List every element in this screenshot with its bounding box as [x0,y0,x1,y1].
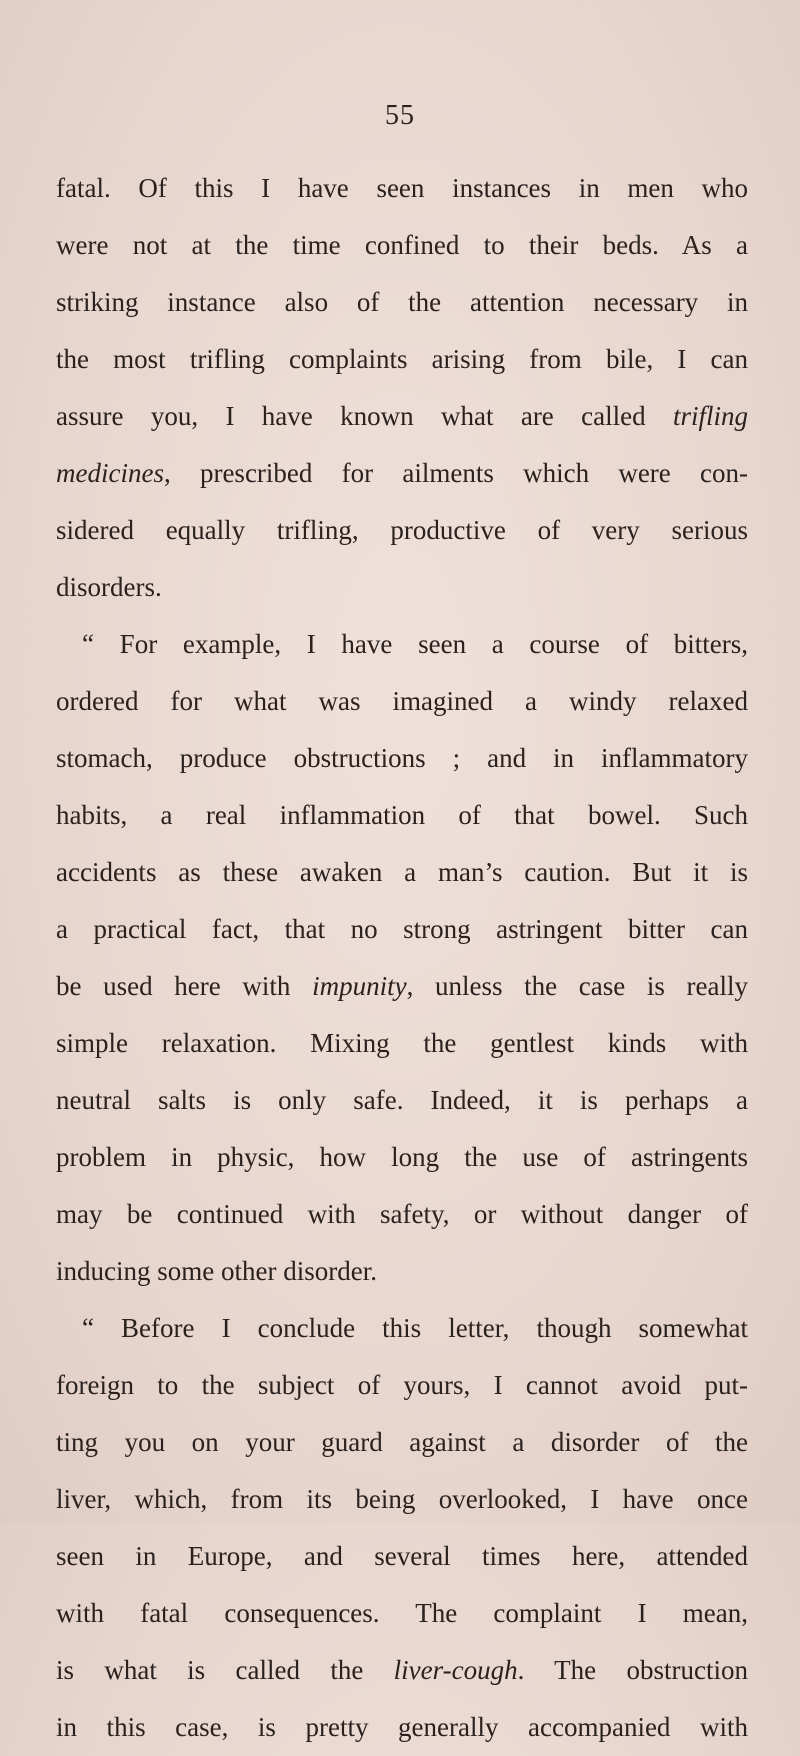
text-line: liver, which, from its being overlooked, I have once [56,1484,748,1514]
body-text [56,160,748,1756]
italic-term: liver-cough [393,1655,518,1685]
text-line: may be continued with safety, or without danger of [56,1199,748,1229]
text-line: were not at the time confined to their beds. As a [56,230,748,260]
italic-term: impunity [312,971,407,1001]
text-line: seen in Europe, and several times here, attended [56,1541,748,1571]
text-line: foreign to the subject of yours, I cannot avoid put- [56,1370,748,1400]
text-line: simple relaxation. Mixing the gentlest kinds with [56,1028,748,1058]
italic-term: medicines [56,458,164,488]
text-line: is what is called the liver-cough. The obstruction [56,1655,748,1685]
text-line: disorders. [56,572,162,602]
text-line: “ Before I conclude this letter, though somewhat [82,1313,748,1343]
text-line: ting you on your guard against a disorder of the [56,1427,748,1457]
text-line: neutral salts is only safe. Indeed, it is perhaps a [56,1085,748,1115]
text-line: medicines, prescribed for ailments which were con- [56,458,748,488]
page-number: 55 [385,100,415,131]
italic-term: trifling [672,401,748,431]
text-line: sidered equally trifling, productive of very serious [56,515,748,545]
text-line: accidents as these awaken a man’s caution. But it is [56,857,748,887]
text-line: be used here with impunity, unless the case is really [56,971,749,1001]
text-line: striking instance also of the attention necessary in [56,287,748,317]
text-line: fatal. Of this I have seen instances in men who [56,173,748,203]
text-line: “ For example, I have seen a course of bitters, [82,629,748,659]
text-line: inducing some other disorder. [56,1256,377,1286]
text-line: in this case, is pretty generally accompanied with [56,1712,748,1742]
text-line: problem in physic, how long the use of astringents [56,1142,748,1172]
text-line: assure you, I have known what are called trifling [56,401,748,431]
text-line: ordered for what was imagined a windy relaxed [56,686,748,716]
text-line: habits, a real inflammation of that bowel. Such [56,800,748,830]
text-line: a practical fact, that no strong astringent bitter can [56,914,748,944]
text-line: the most trifling complaints arising from bile, I can [56,344,748,374]
text-line: with fatal consequences. The complaint I mean, [56,1598,748,1628]
text-line: stomach, produce obstructions ; and in inflammatory [56,743,748,773]
